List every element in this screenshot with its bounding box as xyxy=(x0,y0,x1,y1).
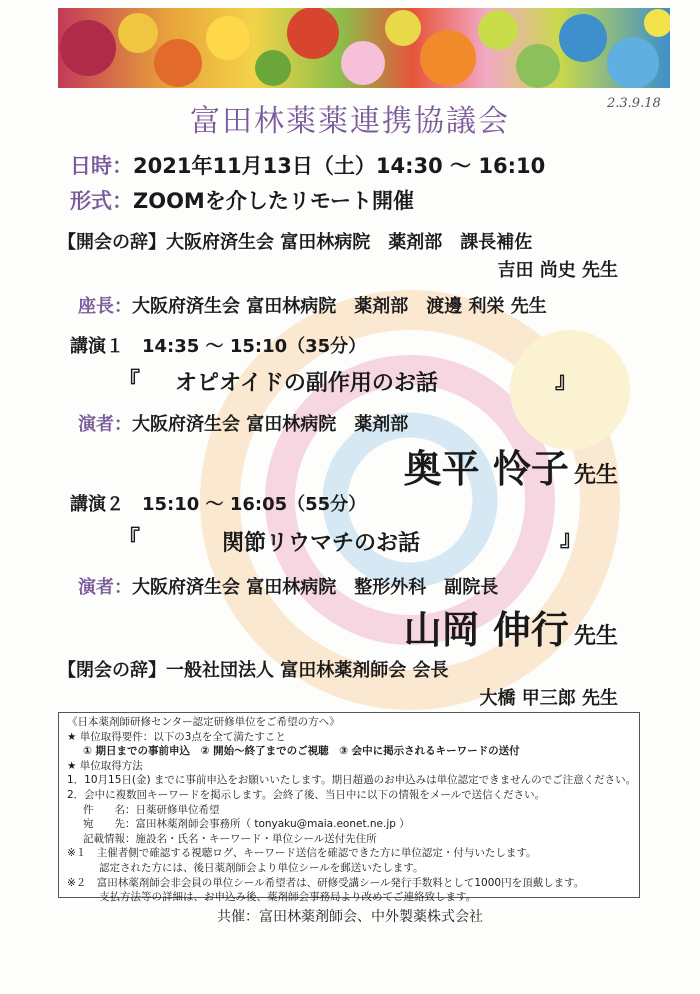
opening-text: 大阪府済生会 富田林病院 薬剤部 課長補佐 xyxy=(166,232,533,253)
flower-pattern xyxy=(58,8,670,88)
notice-note1a: ※１ 主催者側で確認する視聴ログ、キーワード送信を確認できた方に単位認定・付与いたします。 xyxy=(67,847,537,860)
notice-method-title: ★ 単位取得方法 xyxy=(67,759,143,772)
closing-label: 【閉会の辞】 xyxy=(58,660,166,681)
lecture2-speaker-line xyxy=(78,573,498,599)
lecture1-speaker-name: 奥平 怜子 xyxy=(403,447,569,491)
datetime-line xyxy=(70,150,545,180)
lecture2-close-bracket: 』 xyxy=(560,527,583,552)
notice-note2a: ※２ 富田林薬剤師会非会員の単位シール希望者は、研修受講シール発行手数料として1000円を頂戴します。 xyxy=(67,876,585,889)
datetime-value: 2021年11月13日（土）14:30 〜 16:10 xyxy=(133,154,546,178)
format-value: ZOOMを介したリモート開催 xyxy=(133,189,414,213)
lecture2-honorific: 先生 xyxy=(573,624,618,649)
lecture2-title: 関節リウマチのお話 xyxy=(222,531,421,556)
opening-label: 【開会の辞】 xyxy=(58,232,166,253)
format-label: 形式： xyxy=(70,189,133,213)
lecture1-honorific: 先生 xyxy=(573,463,618,488)
lecture2-heading: 講演２ 15:10 〜 16:05（55分） xyxy=(70,494,367,515)
opening-line xyxy=(58,228,532,254)
chair-line xyxy=(78,292,547,318)
chair-text: 大阪府済生会 富田林病院 薬剤部 渡邊 利栄 先生 xyxy=(132,296,547,317)
notice-heading: 《日本薬剤師研修センター認定研修単位をご希望の方へ》 xyxy=(67,716,340,728)
date-stamp: 2.3.9.18 xyxy=(607,96,661,111)
lecture1-affiliation: 大阪府済生会 富田林病院 薬剤部 xyxy=(132,414,409,435)
cosponsor-footer: 共催：富田林薬剤師会、中外製薬株式会社 xyxy=(217,909,483,925)
page-title: 富田林薬薬連携協議会 xyxy=(190,104,510,139)
lecture1-speaker-label: 演者： xyxy=(78,414,132,435)
lecture1-speaker-line xyxy=(78,410,408,436)
lecture2-speaker-name: 山岡 伸行 xyxy=(403,608,569,652)
notice-info: 記載情報：施設名・氏名・キーワード・単位シール送付先住所 xyxy=(83,832,377,845)
closing-line xyxy=(58,656,449,682)
lecture1-close-bracket: 』 xyxy=(555,369,578,394)
header-banner-image xyxy=(58,8,670,88)
chair-label: 座長： xyxy=(78,296,132,317)
datetime-label: 日時： xyxy=(70,154,133,178)
notice-req-items: ① 期日までの事前申込 ② 開始〜終了までのご視聴 ③ 会中に掲示されるキーワードの送付 xyxy=(83,745,520,758)
lecture1-heading: 講演１ 14:35 〜 15:10（35分） xyxy=(70,336,367,357)
lecture2-open-bracket: 『 xyxy=(118,527,141,552)
lecture1-open-bracket: 『 xyxy=(118,369,141,394)
lecture1-speaker-name-line xyxy=(404,438,618,493)
closing-text: 一般社団法人 富田林薬剤師会 会長 xyxy=(166,660,449,681)
notice-to: 宛 先：富田林薬剤師会事務所（ tonyaku@maia.eonet.ne.jp ） xyxy=(83,818,410,831)
format-line xyxy=(70,185,414,215)
opening-name: 吉田 尚史 先生 xyxy=(497,260,618,281)
closing-name: 大橋 甲三郎 先生 xyxy=(479,688,618,709)
lecture2-speaker-name-line xyxy=(404,599,618,654)
lecture2-speaker-label: 演者： xyxy=(78,577,132,598)
notice-subject: 件 名：日薬研修単位希望 xyxy=(83,803,220,816)
notice-note2b: 支払方法等の詳細は、お申込み後、薬剤師会事務局より改めてご連絡致します。 xyxy=(99,891,477,904)
notice-req-title: ★ 単位取得要件：以下の3点を全て満たすこと xyxy=(67,730,286,743)
notice-method1: 1．10月15日(金) までに事前申込をお願いいたします。期日超過のお申込みは単位認定できませんのでご注意ください。 xyxy=(67,774,637,787)
notice-note1b: 認定された方には、後日薬剤師会より単位シールを郵送いたします。 xyxy=(99,861,424,874)
notice-method2: 2．会中に複数回キーワードを掲示します。会終了後、当日中に以下の情報をメールで送信ください。 xyxy=(67,788,546,801)
lecture2-affiliation: 大阪府済生会 富田林病院 整形外科 副院長 xyxy=(132,577,499,598)
lecture1-title: オピオイドの副作用のお話 xyxy=(175,371,438,396)
credit-notice-box xyxy=(58,712,640,904)
